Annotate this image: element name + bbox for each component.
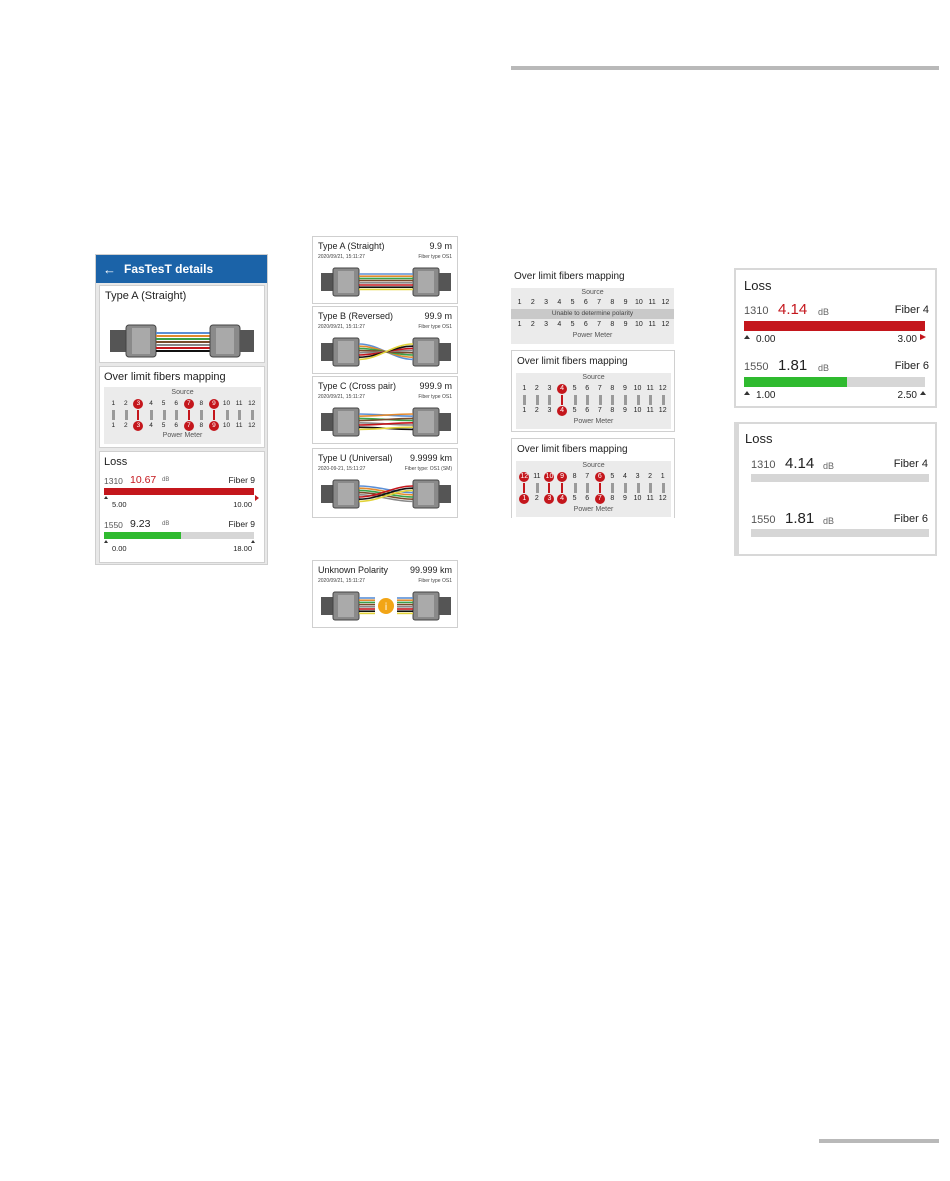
loss-fiber: Fiber 9 — [228, 519, 255, 529]
fiber-number: 9 — [212, 400, 216, 407]
fiber-number: 10 — [633, 407, 642, 414]
loss-fiber: Fiber 9 — [228, 475, 255, 485]
connector-unknown-icon — [319, 589, 453, 623]
fiber-number: 2 — [530, 299, 535, 306]
fiber-number: 6 — [583, 321, 588, 328]
loss-wavelength: 1550 — [744, 361, 769, 373]
meter-number-row-2 — [518, 406, 669, 416]
fiber-tick — [188, 410, 190, 420]
fiber-tick — [226, 410, 229, 420]
fiber-number: 11 — [648, 299, 656, 306]
fiber-number: 4 — [560, 495, 564, 502]
svg-text:i: i — [384, 602, 388, 613]
fiber-number: 5 — [572, 385, 577, 392]
loss-unit: dB — [823, 461, 835, 471]
fiber-number: 3 — [547, 407, 552, 414]
fiber-number: 9 — [623, 321, 628, 328]
loss-min: 0.00 — [112, 544, 127, 553]
back-arrow-icon[interactable]: ← — [103, 261, 116, 277]
loss-wavelength: 1310 — [744, 305, 769, 317]
loss-wavelength: 1310 — [104, 476, 123, 486]
fiber-number: 9 — [622, 407, 627, 414]
mapping-title: Over limit fibers mapping — [104, 371, 226, 383]
fiber-tick — [611, 395, 614, 405]
fiber-number: 8 — [199, 422, 204, 429]
fiber-number: 9 — [622, 495, 627, 502]
mapping-panel-3 — [511, 438, 675, 518]
fiber-number: 11 — [648, 321, 656, 328]
loss-bar — [104, 532, 254, 539]
mapping-card[interactable] — [99, 366, 265, 448]
max-marker — [920, 391, 926, 395]
loss-value: 4.14 — [778, 301, 808, 318]
loss-bar — [744, 321, 925, 331]
loss-value: 4.14 — [785, 455, 815, 472]
fiber-number: 12 — [520, 473, 529, 480]
fiber-number: 2 — [534, 407, 539, 414]
loss-panel-1-rows — [744, 300, 929, 405]
loss-unit: dB — [823, 516, 835, 526]
thumb-fiber-type: Fiber type OS1 — [418, 578, 452, 584]
thumb-length: 9.9 m — [429, 241, 452, 251]
fiber-number: 8 — [199, 400, 204, 407]
fiber-tick — [649, 483, 652, 493]
fiber-tick — [523, 483, 525, 493]
fiber-number: 5 — [570, 321, 575, 328]
loss-value: 9.23 — [130, 518, 151, 530]
loss-fiber: Fiber 4 — [893, 458, 928, 470]
fiber-number: 10 — [633, 495, 642, 502]
fiber-number: 7 — [597, 407, 602, 414]
source-label-3: Source — [582, 462, 605, 469]
meter-number-row — [107, 421, 258, 431]
min-marker — [744, 391, 750, 395]
fiber-number: 10 — [634, 321, 643, 328]
fiber-tick — [150, 410, 153, 420]
connector-thumbnail[interactable] — [312, 448, 458, 518]
fiber-tick — [599, 395, 602, 405]
fiber-tick — [548, 395, 551, 405]
thumb-title: Type B (Reversed) — [318, 311, 394, 321]
fiber-number: 9 — [560, 473, 564, 480]
loss-value: 1.81 — [778, 357, 808, 374]
type-card[interactable] — [99, 285, 265, 363]
fiber-ticks — [107, 409, 258, 421]
fiber-number: 11 — [235, 422, 243, 429]
fiber-number: 12 — [248, 422, 256, 429]
fiber-number: 1 — [522, 495, 527, 502]
fiber-number: 3 — [547, 495, 552, 502]
fiber-number: 2 — [530, 321, 535, 328]
thumb-date: 2020/09/21, 15:11:27 — [318, 578, 365, 584]
fiber-tick — [611, 483, 614, 493]
power-meter-label-2: Power Meter — [573, 418, 614, 425]
loss-min: 1.00 — [756, 390, 776, 401]
fiber-number: 1 — [517, 299, 522, 306]
fiber-number: 11 — [235, 400, 243, 407]
loss-max: 2.50 — [897, 390, 917, 401]
thumb-length: 99.9 m — [424, 311, 452, 321]
min-marker — [744, 335, 750, 339]
thumb-title: Type C (Cross pair) — [318, 381, 397, 391]
fiber-number: 8 — [610, 299, 615, 306]
fiber-number: 10 — [545, 473, 554, 480]
connector-thumbnail[interactable] — [312, 306, 458, 374]
fiber-tick — [637, 395, 640, 405]
fiber-number: 12 — [661, 299, 670, 306]
power-meter-label-3: Power Meter — [573, 506, 614, 513]
meter-number-row-3 — [518, 494, 669, 504]
fiber-tick — [574, 395, 577, 405]
connector-thumbnail[interactable] — [312, 376, 458, 444]
fiber-tick — [561, 395, 563, 405]
loss-fiber: Fiber 6 — [893, 513, 928, 525]
fiber-number: 7 — [597, 299, 602, 306]
fiber-tick — [548, 483, 550, 493]
connector-cross-icon — [319, 405, 453, 439]
fiber-number: 5 — [572, 407, 577, 414]
loss-row — [744, 300, 929, 356]
fiber-tick — [238, 410, 241, 420]
loss-bar — [744, 377, 925, 387]
fiber-number: 10 — [222, 422, 231, 429]
min-marker — [104, 540, 108, 543]
fiber-tick — [163, 410, 166, 420]
fiber-tick — [624, 395, 627, 405]
thumb-fiber-type: Fiber type OS1 — [418, 394, 452, 400]
fiber-number: 11 — [533, 473, 541, 480]
fiber-number: 2 — [124, 422, 128, 429]
fiber-number: 6 — [174, 400, 178, 407]
source-label: Source — [171, 389, 194, 396]
loss-wavelength: 1550 — [751, 514, 776, 526]
fiber-number: 8 — [572, 473, 577, 480]
power-meter-label: Power Meter — [162, 432, 203, 439]
fiber-number: 12 — [661, 321, 670, 328]
thumb-length: 9.9999 km — [409, 453, 452, 463]
loss-bar-empty — [751, 474, 929, 482]
fiber-number: 5 — [572, 495, 577, 502]
mapping-grid-1 — [511, 288, 674, 344]
loss-bar-fill — [104, 532, 181, 539]
fiber-ticks-3 — [518, 482, 669, 494]
type-card-title: Type A (Straight) — [105, 290, 187, 302]
loss-bar-fill — [744, 377, 847, 387]
mapping-title-3: Over limit fibers mapping — [517, 444, 628, 455]
loss-bar-fill — [744, 321, 925, 331]
source-number-row-3 — [518, 472, 669, 482]
fiber-number: 7 — [597, 385, 602, 392]
connector-thumbnail[interactable] — [312, 560, 458, 628]
fiber-number: 2 — [534, 495, 539, 502]
fiber-tick — [561, 483, 563, 493]
fiber-number: 1 — [660, 473, 665, 480]
source-label-2: Source — [582, 374, 605, 381]
fiber-number: 1 — [522, 407, 527, 414]
fiber-number: 6 — [174, 422, 178, 429]
loss-value: 10.67 — [130, 474, 157, 486]
fiber-tick — [662, 483, 665, 493]
loss-bar-fill — [104, 488, 254, 495]
fiber-number: 7 — [585, 473, 590, 480]
fiber-number: 8 — [610, 407, 615, 414]
meter-number-row-1 — [513, 320, 672, 330]
fiber-ticks-2 — [518, 394, 669, 406]
fiber-number: 10 — [222, 400, 231, 407]
fiber-tick — [586, 395, 589, 405]
thumb-length: 99.999 km — [409, 565, 452, 575]
fiber-number: 7 — [186, 422, 191, 429]
fiber-number: 7 — [597, 321, 602, 328]
thumb-fiber-type: Fiber type OS1 — [418, 254, 452, 260]
loss-unit: dB — [162, 521, 170, 527]
loss-title: Loss — [104, 456, 128, 468]
fiber-number: 4 — [149, 400, 153, 407]
thumb-date: 2020/09/21, 15:11:27 — [318, 394, 365, 400]
min-marker — [104, 496, 108, 499]
fiber-number: 4 — [622, 473, 627, 480]
fiber-number: 2 — [534, 385, 539, 392]
fiber-number: 12 — [658, 495, 667, 502]
source-number-row-1 — [513, 298, 672, 308]
fiber-number: 12 — [658, 385, 667, 392]
fiber-number: 8 — [610, 495, 615, 502]
thumb-title: Type A (Straight) — [318, 241, 385, 251]
loss-value: 1.81 — [785, 510, 815, 527]
fiber-tick — [112, 410, 115, 420]
fiber-number: 3 — [635, 473, 640, 480]
fiber-number: 4 — [560, 385, 564, 392]
loss-panel-1[interactable] — [734, 268, 937, 408]
fiber-tick — [200, 410, 203, 420]
loss-row — [104, 474, 260, 518]
loss-max: 18.00 — [233, 544, 252, 553]
loss-row — [104, 518, 260, 562]
polarity-message: Unable to determine polarity — [551, 310, 634, 317]
fiber-number: 9 — [622, 385, 627, 392]
fiber-number: 3 — [544, 299, 549, 306]
fiber-tick — [137, 410, 139, 420]
bottom-rule — [819, 1139, 939, 1143]
fiber-number: 3 — [136, 400, 141, 407]
fiber-number: 3 — [136, 422, 141, 429]
fiber-number: 1 — [111, 400, 116, 407]
top-rule — [511, 66, 939, 70]
mapping-grid — [104, 387, 261, 444]
app-bar — [96, 255, 267, 283]
source-number-row — [107, 399, 258, 409]
straight-connector-icon — [108, 322, 258, 360]
fiber-tick — [624, 483, 627, 493]
fiber-number: 4 — [557, 299, 562, 306]
fiber-number: 1 — [522, 385, 527, 392]
loss-panel-2-title: Loss — [745, 431, 773, 446]
fiber-number: 6 — [585, 407, 590, 414]
loss-max: 3.00 — [897, 334, 917, 345]
loss-min: 5.00 — [112, 500, 127, 509]
loss-panel-1-title: Loss — [744, 278, 772, 293]
fiber-number: 8 — [610, 385, 615, 392]
fiber-tick — [574, 483, 577, 493]
fiber-number: 2 — [124, 400, 128, 407]
fiber-number: 4 — [560, 407, 564, 414]
loss-row — [745, 509, 930, 564]
loss-row — [745, 454, 930, 509]
loss-row — [744, 356, 929, 412]
loss-panel-2[interactable] — [734, 422, 937, 556]
fiber-tick — [536, 483, 539, 493]
fiber-number: 4 — [557, 321, 562, 328]
mapping-panel-2 — [511, 350, 675, 432]
mapping-grid-2 — [516, 373, 671, 429]
loss-max: 10.00 — [233, 500, 252, 509]
fiber-number: 8 — [610, 321, 615, 328]
source-label-1: Source — [581, 289, 604, 296]
loss-unit: dB — [818, 363, 830, 373]
fiber-number: 3 — [547, 385, 552, 392]
loss-panel-2-rows — [745, 454, 930, 554]
loss-unit: dB — [162, 477, 170, 483]
fiber-number: 5 — [161, 400, 166, 407]
thumb-title: Unknown Polarity — [318, 565, 389, 575]
max-marker — [251, 540, 255, 543]
fiber-tick — [523, 395, 526, 405]
fiber-tick — [125, 410, 128, 420]
thumb-title: Type U (Universal) — [318, 453, 393, 463]
loss-wavelength: 1550 — [104, 520, 123, 530]
fiber-tick — [649, 395, 652, 405]
fiber-tick — [586, 483, 589, 493]
source-number-row-2 — [518, 384, 669, 394]
connector-thumbnail[interactable] — [312, 236, 458, 304]
loss-unit: dB — [818, 307, 830, 317]
loss-bar-empty — [751, 529, 929, 537]
thumb-fiber-type: Fiber type: OS1 (SM) — [404, 466, 452, 472]
connector-straight-icon — [319, 265, 453, 299]
mapping-title-1: Over limit fibers mapping — [514, 271, 625, 282]
fiber-tick — [637, 483, 640, 493]
fiber-tick — [599, 483, 601, 493]
over-limit-arrow — [920, 334, 926, 340]
thumb-date: 2020/09/21, 15:11:27 — [318, 254, 365, 260]
connector-reversed-icon — [319, 335, 453, 369]
fiber-number: 5 — [161, 422, 166, 429]
fiber-number: 7 — [186, 400, 191, 407]
fiber-number: 11 — [646, 385, 654, 392]
fiber-number: 9 — [212, 422, 216, 429]
fiber-number: 6 — [585, 385, 590, 392]
loss-fiber: Fiber 4 — [894, 304, 929, 316]
fiber-tick — [251, 410, 254, 420]
fiber-number: 6 — [597, 473, 602, 480]
fiber-number: 1 — [517, 321, 522, 328]
loss-fiber: Fiber 6 — [894, 360, 929, 372]
loss-bar — [104, 488, 254, 495]
loss-wavelength: 1310 — [751, 459, 776, 471]
mapping-title-2: Over limit fibers mapping — [517, 356, 628, 367]
fastest-details-screen — [95, 254, 268, 565]
over-limit-arrow — [255, 495, 259, 501]
connector-universal-icon — [319, 477, 453, 511]
mapping-panel-1 — [511, 266, 675, 346]
mapping-grid-3 — [516, 461, 671, 517]
thumb-date: 2020-09-21, 15:11:27 — [318, 466, 366, 472]
loss-rows — [104, 474, 260, 562]
fiber-number: 5 — [610, 473, 615, 480]
thumb-length: 999.9 m — [419, 381, 452, 391]
fiber-number: 10 — [633, 385, 642, 392]
fiber-number: 9 — [623, 299, 628, 306]
fiber-number: 1 — [111, 422, 116, 429]
fiber-tick — [175, 410, 178, 420]
fiber-number: 12 — [248, 400, 256, 407]
fiber-number: 7 — [597, 495, 602, 502]
loss-min: 0.00 — [756, 334, 776, 345]
fiber-tick — [213, 410, 215, 420]
fiber-number: 6 — [583, 299, 588, 306]
fiber-number: 10 — [634, 299, 643, 306]
fiber-number: 4 — [149, 422, 153, 429]
loss-card[interactable] — [99, 451, 265, 563]
fiber-tick — [662, 395, 665, 405]
fiber-number: 5 — [570, 299, 575, 306]
fiber-number: 6 — [585, 495, 590, 502]
fiber-number: 11 — [646, 407, 654, 414]
thumb-date: 2020/09/21, 15:11:27 — [318, 324, 365, 330]
app-title: FasTesT details — [124, 262, 214, 276]
fiber-number: 2 — [648, 473, 653, 480]
thumb-fiber-type: Fiber type OS1 — [418, 324, 452, 330]
fiber-number: 11 — [646, 495, 654, 502]
power-meter-label-1: Power Meter — [572, 332, 613, 339]
fiber-tick — [536, 395, 539, 405]
fiber-number: 3 — [544, 321, 549, 328]
fiber-number: 12 — [658, 407, 667, 414]
